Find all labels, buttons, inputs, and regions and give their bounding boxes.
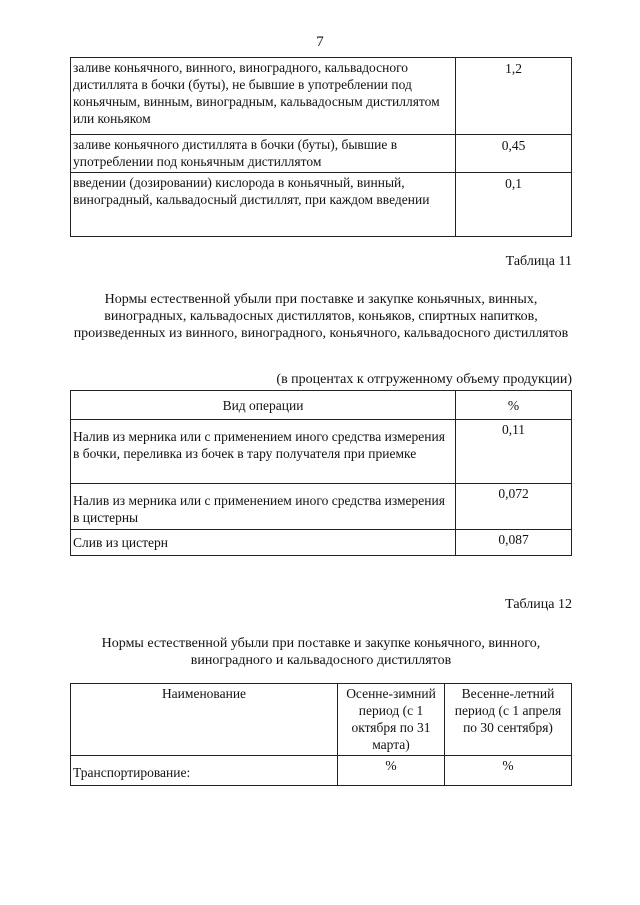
spring-summer-cell: %: [445, 756, 572, 786]
page-number: 7: [316, 34, 324, 50]
table-10-continued: [70, 57, 572, 237]
table-11-title: Нормы естественной убыли при поставке и закупке коньячных, винных, виноградных, кальвадосных дистиллятов, коньяков, спиртных напитков, произведенных из винного, виноградного, коньячного, кальвадосного дистиллятов: [73, 292, 569, 341]
operation-cell: заливе коньячного дистиллята в бочки (буты), бывшие в употреблении под коньячным дистиллятом: [71, 135, 456, 173]
table-row: [71, 756, 572, 786]
table-row: [71, 484, 572, 530]
operation-cell: Налив из мерника или с применением иного средства измерения в бочки, переливка из бочек в тару получателя при приемке: [71, 420, 456, 484]
table-11-unit-note: (в процентах к отгруженному объему продукции): [276, 372, 572, 387]
value-cell: 0,11: [456, 420, 572, 484]
operation-cell: Слив из цистерн: [71, 530, 456, 556]
operation-cell: заливе коньячного, винного, виноградного, кальвадосного дистиллята в бочки (буты), не бывшие в употреблении под коньячным, винным, виноградным, кальвадосным дистиллятом или коньяком: [71, 58, 456, 135]
table-row: [71, 135, 572, 173]
table-11-label: Таблица 11: [505, 254, 572, 269]
header-autumn-winter: Осенне-зимний период (с 1 октября по 31 марта): [338, 684, 445, 756]
operation-cell: Налив из мерника или с применением иного средства измерения в цистерны: [71, 484, 456, 530]
autumn-winter-cell: %: [338, 756, 445, 786]
table-row: [71, 530, 572, 556]
table-row: [71, 58, 572, 135]
value-cell: 1,2: [456, 58, 572, 135]
table-header-row: [71, 684, 572, 756]
name-cell: Транспортирование:: [71, 756, 338, 786]
table-12-title: Нормы естественной убыли при поставке и закупке коньячного, винного, виноградного и кальвадосного дистиллятов: [101, 636, 541, 668]
header-percent: %: [456, 391, 572, 420]
value-cell: 0,45: [456, 135, 572, 173]
header-name: Наименование: [71, 684, 338, 756]
header-operation: Вид операции: [71, 391, 456, 420]
value-cell: 0,072: [456, 484, 572, 530]
header-spring-summer: Весенне-летний период (с 1 апреля по 30 сентября): [445, 684, 572, 756]
operation-cell: введении (дозировании) кислорода в коньячный, винный, виноградный, кальвадосный дистиллят, при каждом введении: [71, 173, 456, 237]
table-row: [71, 173, 572, 237]
value-cell: 0,1: [456, 173, 572, 237]
table-12: [70, 683, 572, 786]
table-12-label: Таблица 12: [505, 597, 572, 612]
table-row: [71, 420, 572, 484]
table-11: [70, 390, 572, 556]
value-cell: 0,087: [456, 530, 572, 556]
table-header-row: [71, 391, 572, 420]
